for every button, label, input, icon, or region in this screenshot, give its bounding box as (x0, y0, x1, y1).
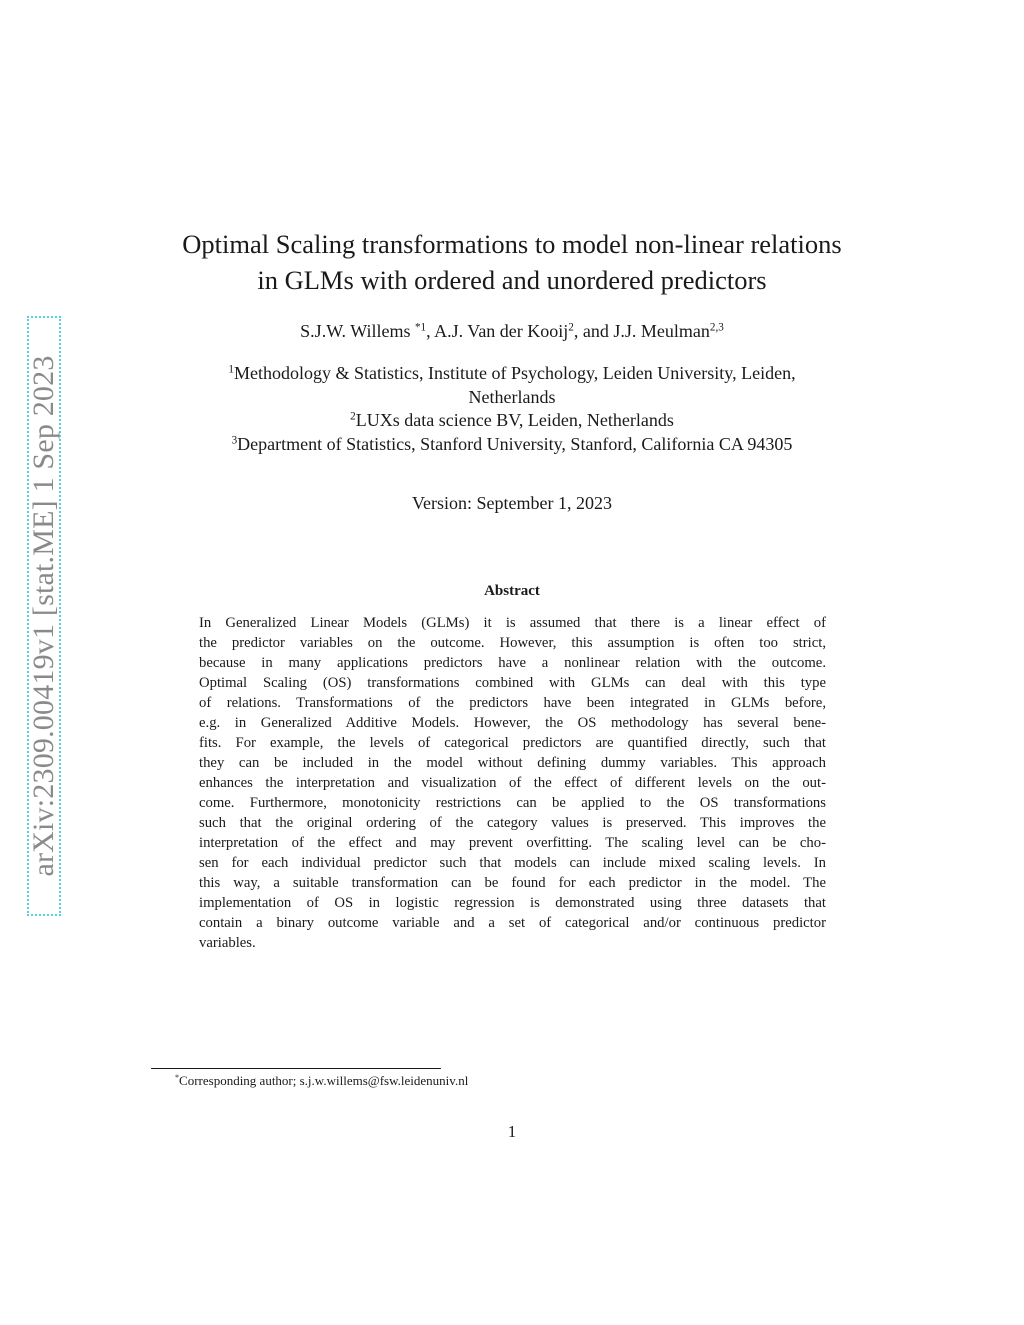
abstract-line: interpretation of the effect and may prevent overfitting. The scaling level can be cho- (199, 835, 826, 851)
affiliation-text: LUXs data science BV, Leiden, Netherlands (355, 410, 674, 430)
page-number: 1 (507, 1122, 517, 1141)
footnote (175, 1073, 468, 1089)
version-date: Version: September 1, 2023 (412, 493, 612, 513)
author-list (120, 319, 904, 343)
abstract-line: fits. For example, the levels of categorical predictors are quantified directly, such that (199, 735, 826, 751)
abstract-line: of relations. Transformations of the predictors have been integrated in GLMs before, (199, 695, 826, 711)
affiliation-text: Methodology & Statistics, Institute of Psychology, Leiden University, Leiden, (233, 363, 796, 383)
abstract-line: the predictor variables on the outcome. However, this assumption is often too strict, (199, 635, 826, 651)
author-marker: 2 (568, 321, 574, 334)
affiliation-1-cont: Netherlands (468, 386, 556, 407)
abstract-line: contain a binary outcome variable and a set of categorical and/or continuous predictor (199, 915, 826, 931)
abstract-heading: Abstract (484, 583, 540, 599)
footnote-marker: * (175, 1073, 180, 1083)
abstract-line: enhances the interpretation and visualization of the effect of different levels on the out- (199, 775, 826, 791)
author-marker: 2,3 (709, 321, 724, 334)
abstract-line: because in many applications predictors have a nonlinear relation with the outcome. (199, 655, 826, 671)
author-marker: *1 (414, 321, 427, 334)
author-name: S.J.W. Willems (300, 321, 415, 341)
abstract-line: e.g. in Generalized Additive Models. However, the OS methodology has several bene- (199, 715, 826, 731)
paper-title (120, 226, 904, 298)
abstract-line: such that the original ordering of the category values is preserved. This improves the (199, 815, 826, 831)
abstract-line: come. Furthermore, monotonicity restrictions can be applied to the OS transformations (199, 795, 826, 811)
abstract-line: implementation of OS in logistic regression is demonstrated using three datasets that (199, 895, 826, 911)
abstract-line: variables. (199, 935, 256, 951)
arxiv-stamp (27, 316, 61, 916)
affiliation-2 (150, 409, 874, 433)
affiliation-3 (150, 433, 874, 457)
footnote-text: Corresponding author; s.j.w.willems@fsw.leidenuniv.nl (179, 1073, 469, 1088)
author-name: , and J.J. Meulman (573, 321, 710, 341)
abstract-line: In Generalized Linear Models (GLMs) it is assumed that there is a linear effect of (199, 615, 826, 631)
abstract-line: sen for each individual predictor such that models can include mixed scaling levels. In (199, 855, 826, 871)
affiliation-1 (150, 362, 874, 386)
abstract-body (199, 613, 826, 953)
footnote-rule (151, 1068, 441, 1069)
abstract-line: they can be included in the model without defining dummy variables. This approach (199, 755, 826, 771)
title-line-1: Optimal Scaling transformations to model non-linear relations (182, 229, 842, 259)
author-name: , A.J. Van der Kooij (426, 321, 569, 341)
affiliation-marker: 3 (231, 433, 238, 446)
abstract-line: Optimal Scaling (OS) transformations combined with GLMs can deal with this type (199, 675, 826, 691)
arxiv-id: arXiv:2309.00419v1 [stat.ME] 1 Sep 2023 (27, 355, 60, 877)
affiliation-marker: 2 (350, 410, 356, 423)
affiliation-marker: 1 (228, 363, 234, 376)
title-line-2: in GLMs with ordered and unordered predictors (257, 265, 767, 295)
affiliation-text: Department of Statistics, Stanford University, Stanford, California CA 94305 (237, 433, 793, 454)
abstract-line: this way, a suitable transformation can be found for each predictor in the model. The (199, 875, 826, 891)
affiliations (150, 362, 874, 456)
